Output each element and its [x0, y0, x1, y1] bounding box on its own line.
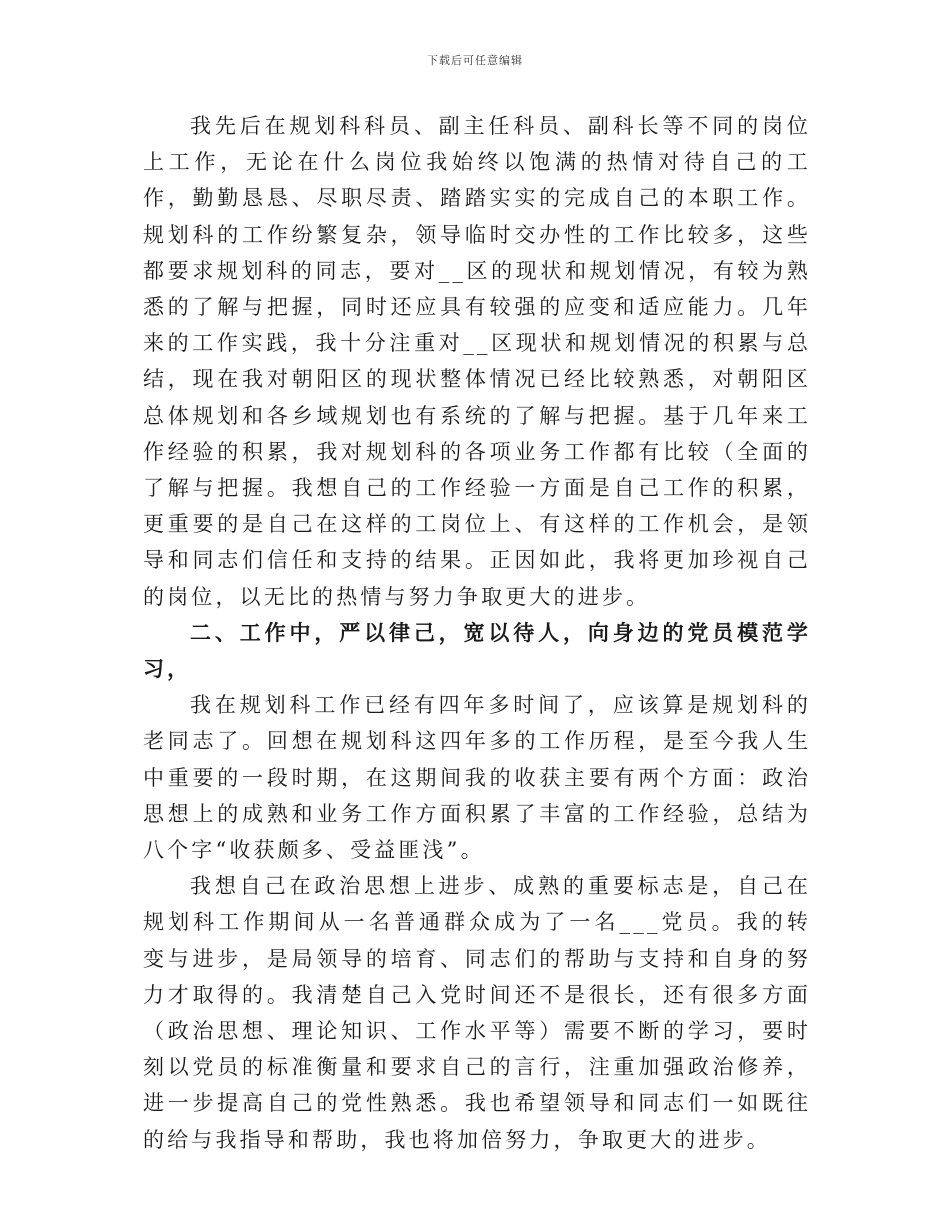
- paragraph-work-experience: 我先后在规划科科员、副主任科员、副科长等不同的岗位上工作，无论在什么岗位我始终以饱满的热情对待自己的工作，勤勤恳恳、尽职尽责、踏踏实实的完成自己的本职工作。规划科的工作纷繁复杂，领导临时交办性的工作比较多，这些都要求规划科的同志，要对__区的现状和规划情况，有较为熟悉的了解与把握，同时还应具有较强的应变和适应能力。几年来的工作实践，我十分注重对__区现状和规划情况的积累与总结，现在我对朝阳区的现状整体情况已经比较熟悉，对朝阳区总体规划和各乡域规划也有系统的了解与把握。基于几年来工作经验的积累，我对规划科的各项业务工作都有比较（全面的了解与把握。我想自己的工作经验一方面是自己工作的积累，更重要的是自己在这样的工岗位上、有这样的工作机会，是领导和同志们信任和支持的结果。正因如此，我将更加珍视自己的岗位，以无比的热情与努力争取更大的进步。: [143, 114, 811, 609]
- paragraph-political-progress: 我想自己在政治思想上进步、成熟的重要标志是，自己在规划科工作期间从一名普通群众成为了一名___党员。我的转变与进步，是局领导的培育、同志们的帮助与支持和自身的努力才取得的。我清楚自己入党时间还不是很长，还有很多方面（政治思想、理论知识、工作水平等）需要不断的学习，要时刻以党员的标准衡量和要求自己的言行，注重加强政治修养，进一步提高自己的党性熟悉。我也希望领导和同志们一如既往的给与我指导和帮助，我也将加倍努力，争取更大的进步。: [143, 874, 811, 1152]
- page-header: 下载后可任意编辑: [427, 54, 523, 67]
- section-heading: 二、工作中，严以律己，宽以待人，向身边的党员模范学习，: [143, 619, 811, 682]
- paragraph-four-years: 我在规划科工作已经有四年多时间了，应该算是规划科的老同志了。回想在规划科这四年多的工作历程，是至今我人生中重要的一段时期，在这期间我的收获主要有两个方面：政治思想上的成熟和业务工作方面积累了丰富的工作经验，总结为八个字“收获颇多、受益匪浅”。: [143, 693, 811, 863]
- document-body: [143, 108, 811, 1158]
